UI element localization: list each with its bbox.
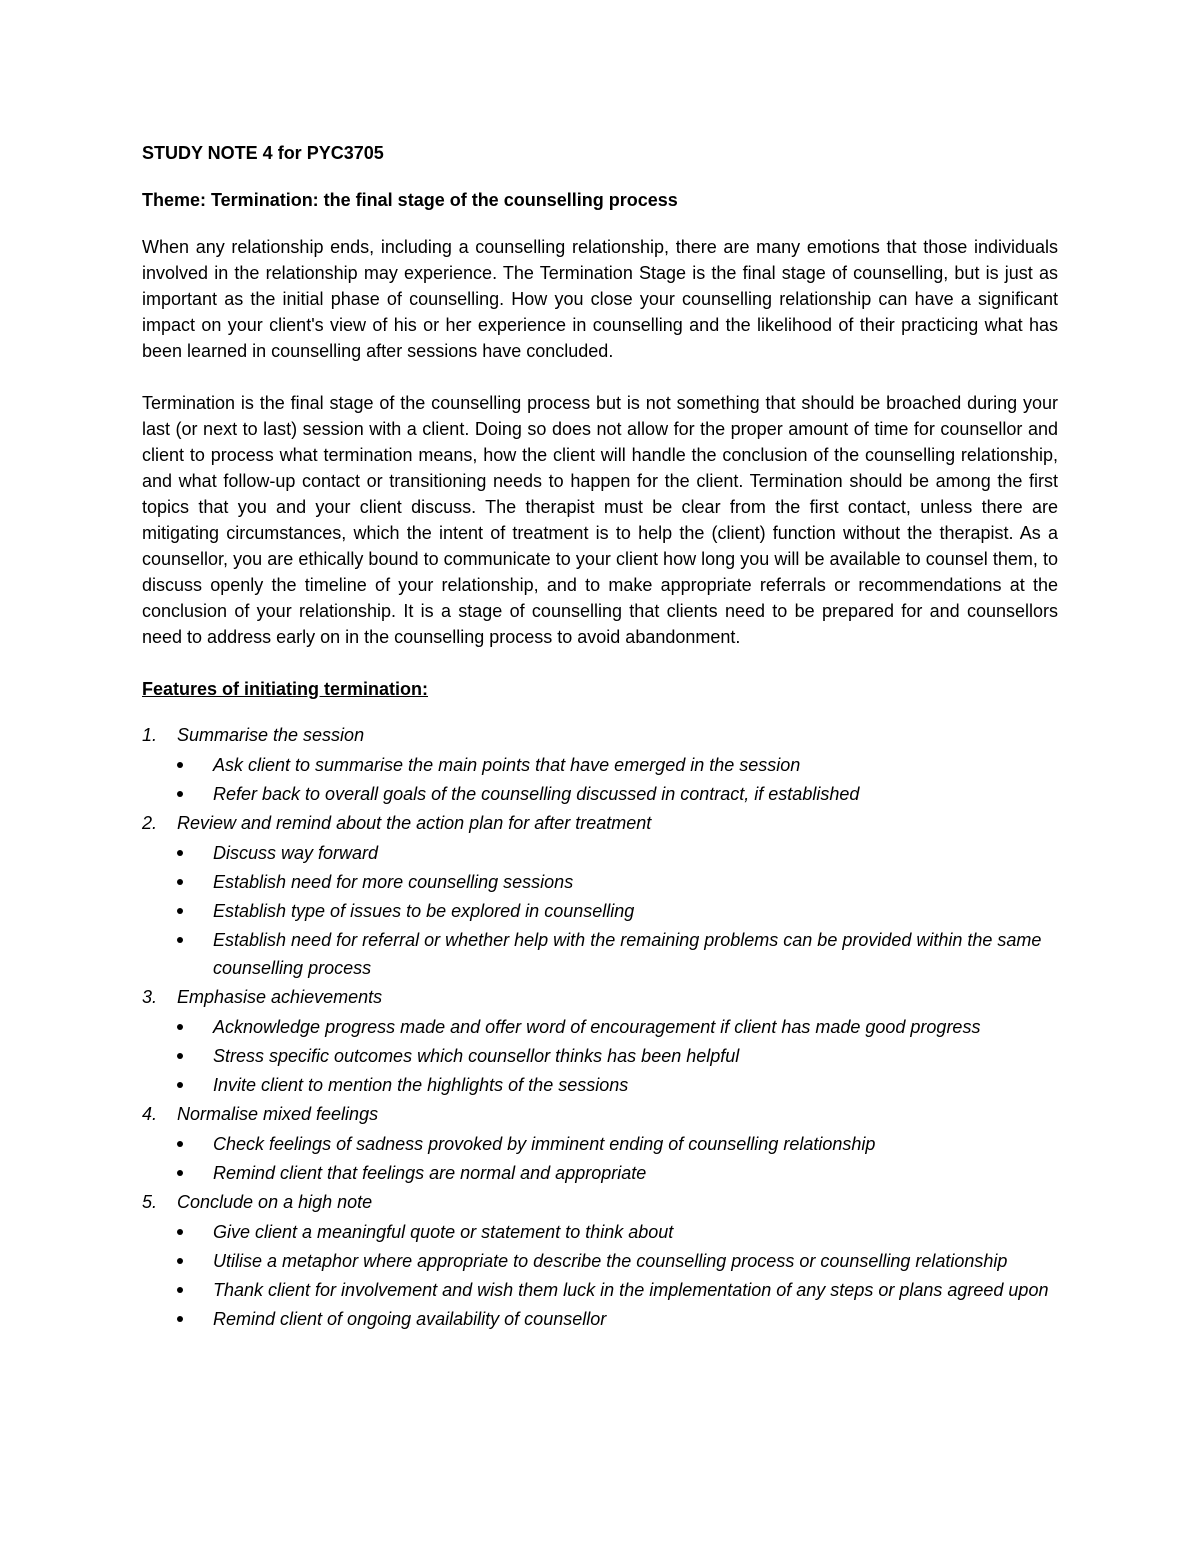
step-bullets (177, 1218, 1058, 1333)
bullet-text: Utilise a metaphor where appropriate to describe the counselling process or counselling relationship (213, 1251, 1008, 1271)
bullet-icon (177, 1141, 183, 1147)
bullet-icon (177, 791, 183, 797)
bullet-text: Refer back to overall goals of the counselling discussed in contract, if established (213, 784, 860, 804)
feature-step (142, 1188, 1058, 1333)
list-item (177, 1130, 1058, 1158)
bullet-text: Remind client of ongoing availability of counsellor (213, 1309, 607, 1329)
list-item (177, 1247, 1058, 1275)
bullet-text: Thank client for involvement and wish them luck in the implementation of any steps or plans agreed upon (213, 1280, 1049, 1300)
step-bullets (177, 1130, 1058, 1187)
bullet-text: Give client a meaningful quote or statement to think about (213, 1222, 674, 1242)
list-item (177, 1159, 1058, 1187)
bullet-icon (177, 908, 183, 914)
bullet-text: Acknowledge progress made and offer word of encouragement if client has made good progress (213, 1017, 981, 1037)
bullet-icon (177, 1316, 183, 1322)
bullet-icon (177, 879, 183, 885)
feature-step (142, 809, 1058, 982)
bullet-text: Ask client to summarise the main points that have emerged in the session (213, 755, 801, 775)
list-item (177, 839, 1058, 867)
list-item (177, 1071, 1058, 1099)
bullet-text: Establish type of issues to be explored in counselling (213, 901, 635, 921)
bullet-text: Check feelings of sadness provoked by imminent ending of counselling relationship (213, 1134, 876, 1154)
feature-step (142, 1100, 1058, 1187)
list-item (177, 1305, 1058, 1333)
step-label: Conclude on a high note (177, 1192, 373, 1212)
step-number: 5. (142, 1192, 158, 1212)
bullet-icon (177, 1287, 183, 1293)
document-page (142, 140, 1058, 1334)
list-item (177, 926, 1058, 982)
bullet-text: Establish need for more counselling sessions (213, 872, 574, 892)
list-item (177, 1218, 1058, 1246)
document-title: STUDY NOTE 4 for PYC3705 (142, 143, 384, 163)
feature-step (142, 721, 1058, 808)
bullet-text: Discuss way forward (213, 843, 379, 863)
intro-paragraph: When any relationship ends, including a counselling relationship, there are many emotions that those individuals involved in the relationship may experience. The Termination Stage is the final stage of counselling, but is just as important as the initial phase of counselling. How you close your counselling relationship can have a significant impact on your client's view of his or her experience in counselling and the likelihood of their practicing what has been learned in counselling after sessions have concluded. (142, 237, 1058, 361)
bullet-icon (177, 1170, 183, 1176)
termination-paragraph: Termination is the final stage of the counselling process but is not something that should be broached during your last (or next to last) session with a client. Doing so does not allow for the proper amount of time for counsellor and client to process what termination means, how the client will handle the conclusion of the counselling relationship, and what follow-up contact or transitioning needs to happen for the client. Termination should be among the first topics that you and your client discuss. The therapist must be clear from the first contact, unless there are mitigating circumstances, which the intent of treatment is to help the (client) function without the therapist. As a counsellor, you are ethically bound to communicate to your client how long you will be available to counsel them, to discuss openly the timeline of your relationship, and to make appropriate referrals or recommendations at the conclusion of your relationship. It is a stage of counselling that clients need to be prepared for and counsellors need to address early on in the counselling process to avoid abandonment. (142, 393, 1058, 647)
step-bullets (177, 751, 1058, 808)
list-item (177, 751, 1058, 779)
step-bullets (177, 839, 1058, 982)
bullet-icon (177, 850, 183, 856)
step-label: Emphasise achievements (177, 987, 383, 1007)
feature-step (142, 983, 1058, 1099)
features-heading: Features of initiating termination: (142, 679, 429, 699)
list-item (177, 868, 1058, 896)
bullet-icon (177, 1082, 183, 1088)
step-label: Review and remind about the action plan for after treatment (177, 813, 652, 833)
step-number: 2. (142, 813, 158, 833)
list-item (177, 1013, 1058, 1041)
bullet-text: Establish need for referral or whether help with the remaining problems can be provided within the same counselling process (213, 930, 1042, 978)
bullet-icon (177, 937, 183, 943)
bullet-text: Remind client that feelings are normal and appropriate (213, 1163, 647, 1183)
list-item (177, 1276, 1058, 1304)
list-item (177, 780, 1058, 808)
theme-heading: Theme: Termination: the final stage of the counselling process (142, 190, 678, 210)
bullet-icon (177, 1024, 183, 1030)
step-bullets (177, 1013, 1058, 1099)
bullet-icon (177, 1229, 183, 1235)
list-item (177, 1042, 1058, 1070)
bullet-icon (177, 762, 183, 768)
step-label: Summarise the session (177, 725, 365, 745)
bullet-text: Stress specific outcomes which counsellor thinks has been helpful (213, 1046, 740, 1066)
bullet-icon (177, 1053, 183, 1059)
step-number: 4. (142, 1104, 158, 1124)
step-number: 3. (142, 987, 158, 1007)
features-list (142, 721, 1058, 1333)
bullet-icon (177, 1258, 183, 1264)
list-item (177, 897, 1058, 925)
bullet-text: Invite client to mention the highlights of the sessions (213, 1075, 629, 1095)
step-number: 1. (142, 725, 158, 745)
step-label: Normalise mixed feelings (177, 1104, 379, 1124)
